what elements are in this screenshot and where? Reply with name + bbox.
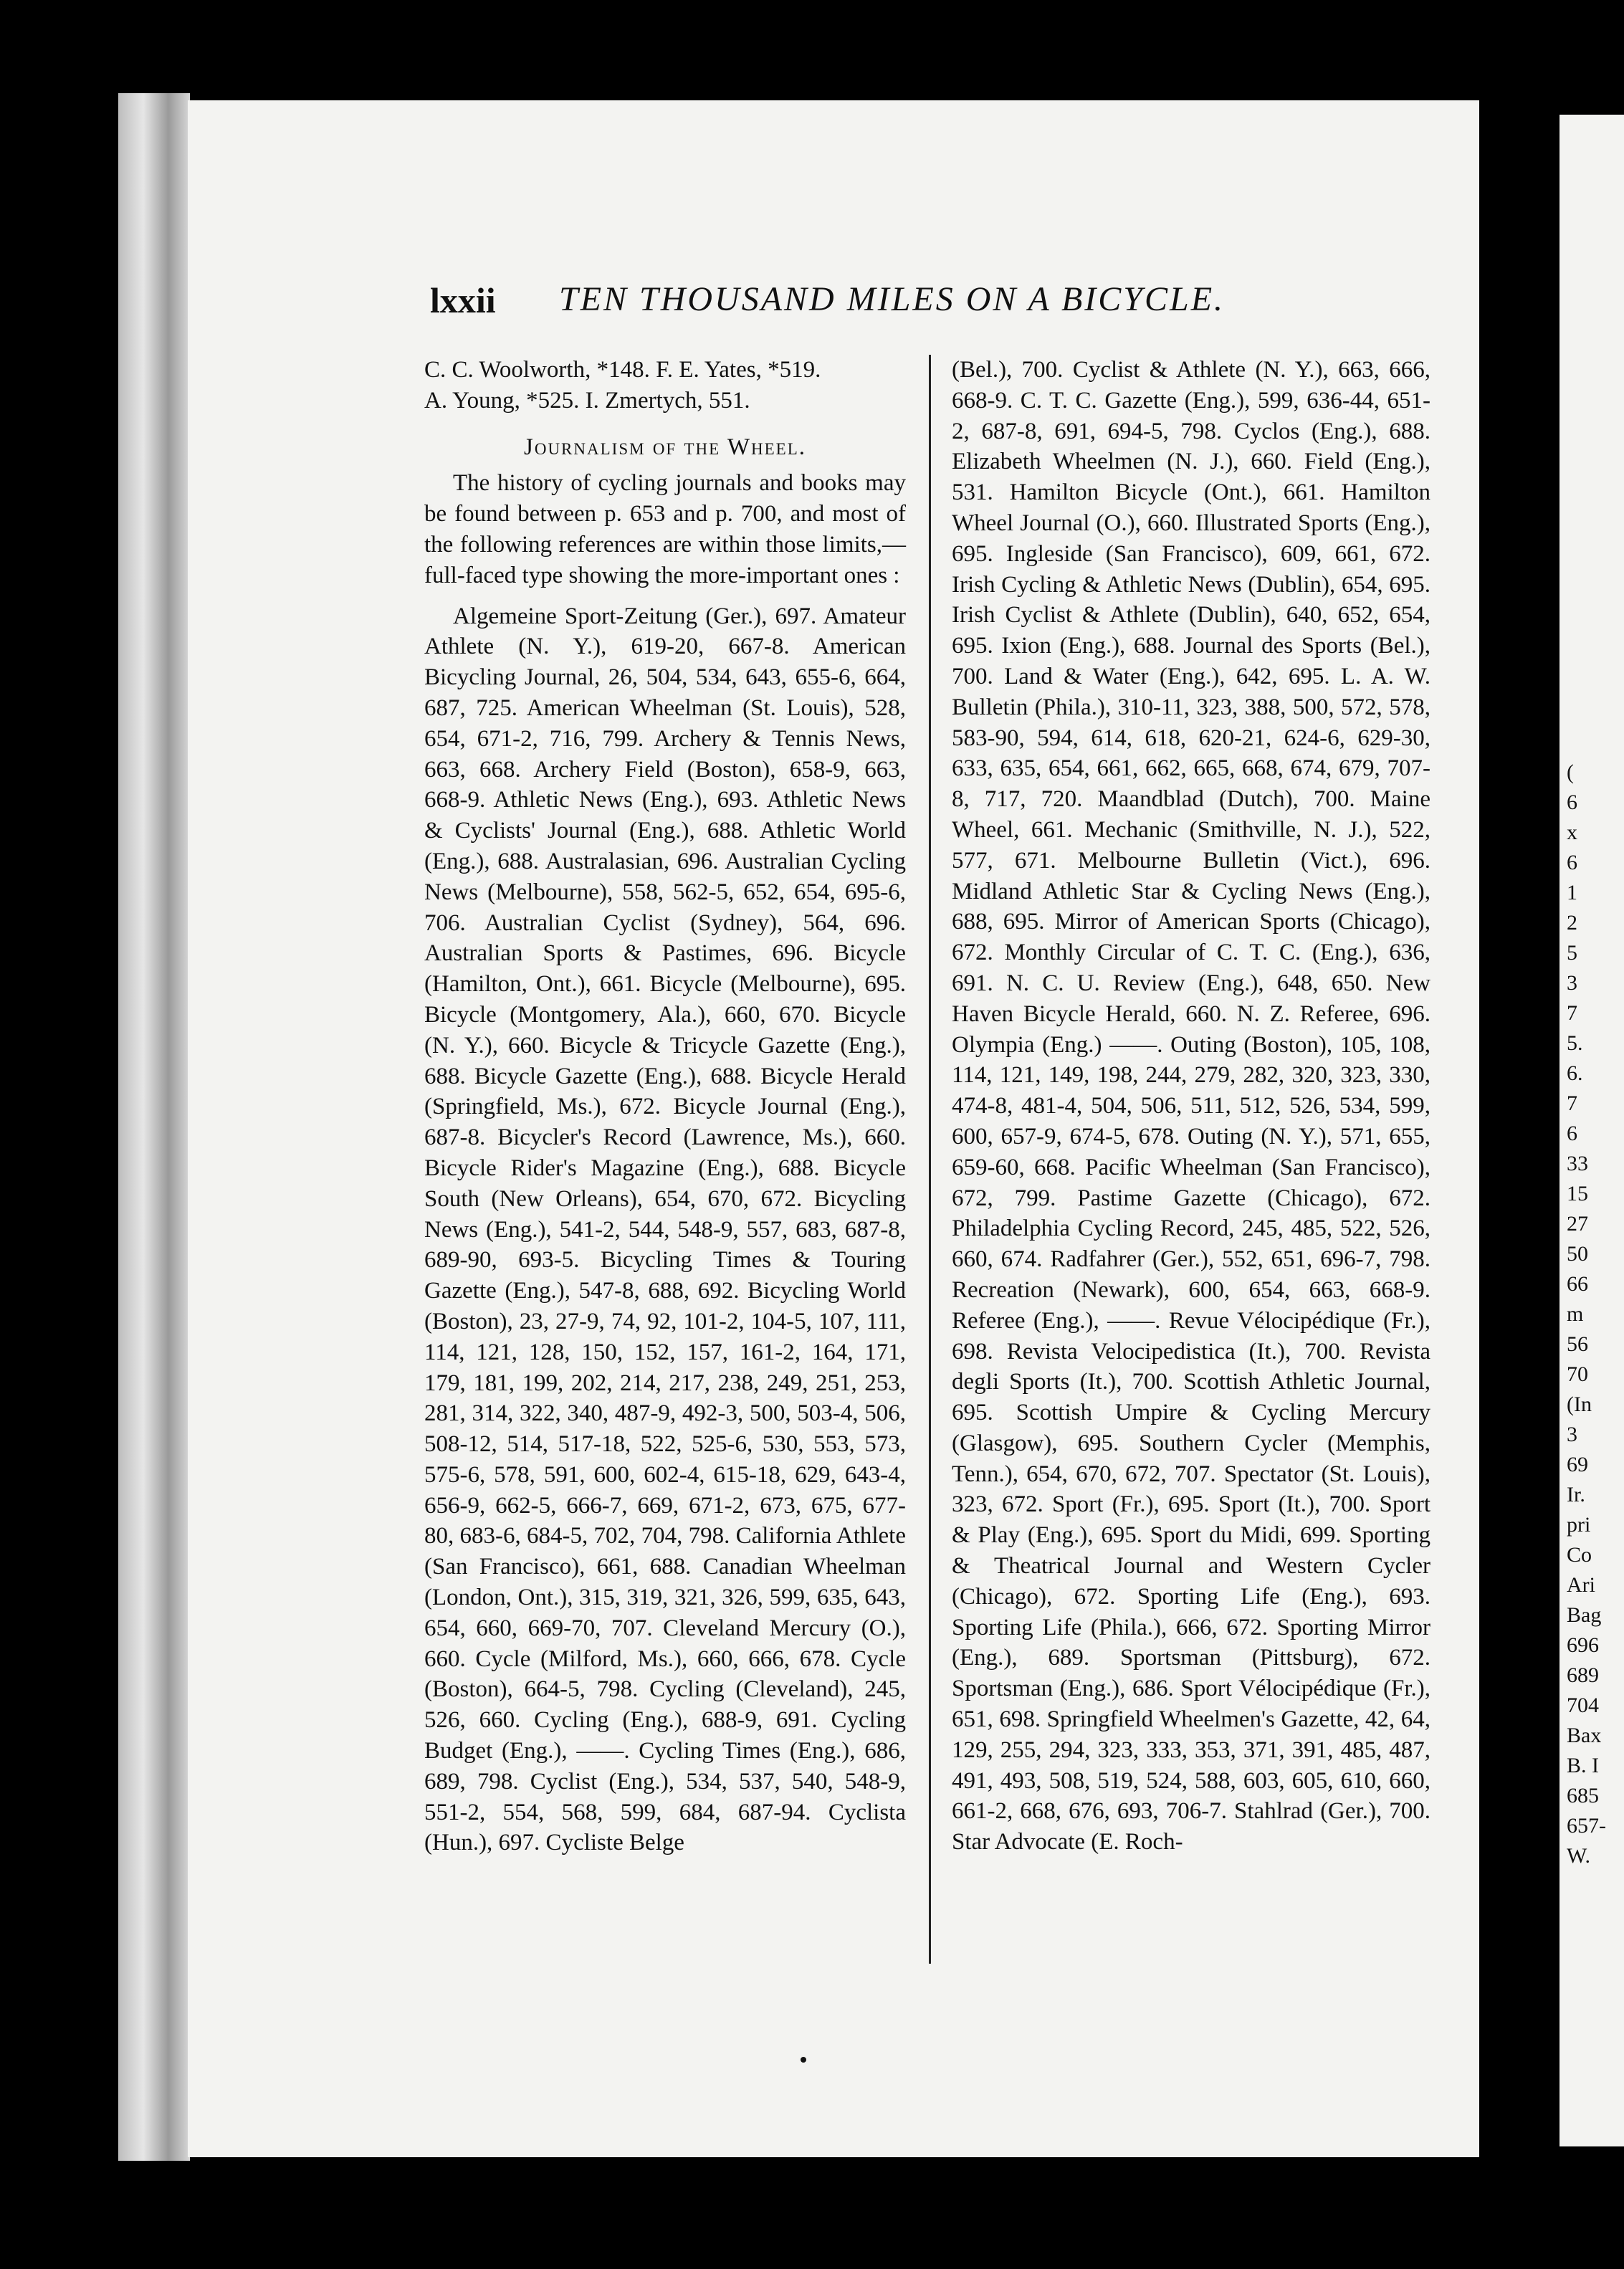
next-page-text: 27 (1567, 1212, 1588, 1236)
intro-paragraph: The history of cycling journals and books may be found between p. 653 and p. 700, and most of the following references are within those limits,—full-faced type showing the more-important ones : (424, 470, 906, 588)
next-page-text: Co (1567, 1543, 1592, 1567)
next-page-text: 50 (1567, 1242, 1588, 1266)
next-page-text: 696 (1567, 1633, 1599, 1657)
next-page-text: ( (1567, 760, 1574, 784)
running-title: TEN THOUSAND MILES ON A BICYCLE. (559, 280, 1226, 318)
next-page-text: 70 (1567, 1362, 1588, 1386)
next-page-text: B. I (1567, 1754, 1599, 1777)
next-page-text: 6 (1567, 851, 1577, 874)
next-page-text: 685 (1567, 1784, 1599, 1807)
next-page-fragment (1559, 115, 1624, 2146)
next-page-text: 15 (1567, 1182, 1588, 1205)
next-page-text: 69 (1567, 1453, 1588, 1476)
next-page-text: 66 (1567, 1272, 1588, 1296)
index-entries-left: Algemeine Sport-Zeitung (Ger.), 697. Amateur Athlete (N. Y.), 619-20, 667-8. American Bicycling Journal, 26, 504, 534, 643, 655-6, 664, 687, 725. American Wheelman (St. Louis), 528, 654, 671-2, 716, 799. Archery & Tennis News, 663, 668. Archery Field (Boston), 658-9, 663, 668-9. Athletic News (Eng.), 693. Athletic News & Cyclists' Journal (Eng.), 688. Athletic World (Eng.), 688. Australasian, 696. Australian Cycling News (Melbourne), 558, 562-5, 652, 654, 695-6, 706. Australian Cyclist (Sydney), 564, 696. Australian Sports & Pastimes, 696. Bicycle (Hamilton, Ont.), 661. Bicycle (Melbourne), 695. Bicycle (Montgomery, Ala.), 660, 670. Bicycle (N. Y.), 660. Bicycle & Tricycle Gazette (Eng.), 688. Bicycle Gazette (Eng.), 688. Bicycle Herald (Springfield, Ms.), 672. Bicycle Journal (Eng.), 687-8. Bicycler's Record (Lawrence, Ms.), 660. Bicycle Rider's Magazine (Eng.), 688. Bicycle South (New Orleans), 654, 670, 672. Bicycling News (Eng.), 541-2, 544, 548-9, 557, 683, 687-8, 689-90, 693-5. Bicycling Times & Touring Gazette (Eng.), 547-8, 688, 692. Bicycling World (Boston), 23, 27-9, 74, 92, 101-2, 104-5, 107, 111, 114, 121, 128, 150, 152, 157, 161-2, 164, 171, 179, 181, 199, 202, 214, 217, 238, 249, 251, 253, 281, 314, 322, 340, 487-9, 492-3, 500, 503-4, 506, 508-12, 514, 517-18, 522, 525-6, 530, 553, 573, 575-6, 578, 591, 600, 602-4, 615-18, 629, 643-4, 656-9, 662-5, 666-7, 669, 671-2, 673, 675, 677-80, 683-6, 684-5, 702, 704, 798. California Athlete (San Francisco), 661, 688. Canadian Wheelman (London, Ont.), 315, 319, 321, 326, 599, 635, 643, 654, 660, 669-70, 707. Cleveland Mercury (O.), 660. Cycle (Milford, Ms.), 660, 666, 678. Cycle (Boston), 664-5, 798. Cycling (Cleveland), 245, 526, 660. Cycling (Eng.), 688-9, 691. Cycling Budget (Eng.), ——. Cycling Times (Eng.), 686, 689, 798. Cyclist (Eng.), 534, 537, 540, 548-9, 551-2, 554, 568, 599, 684, 687-94. Cyclista (Hun.), 697. Cycliste Belge (424, 603, 906, 1856)
names-line-2: A. Young, *525. I. Zmertych, 551. (424, 387, 750, 414)
next-page-text: W. (1567, 1844, 1591, 1868)
next-page-text: Ir. (1567, 1483, 1585, 1506)
next-page-text: 3 (1567, 1423, 1577, 1446)
next-page-text: 689 (1567, 1663, 1599, 1687)
next-page-text: 5. (1567, 1031, 1583, 1055)
column-rule (929, 355, 931, 1964)
next-page-text: Bag (1567, 1603, 1602, 1627)
names-line-1: C. C. Woolworth, *148. F. E. Yates, *519. (424, 357, 821, 383)
next-page-text: 6. (1567, 1061, 1583, 1085)
index-entries-right: (Bel.), 700. Cyclist & Athlete (N. Y.), 663, 666, 668-9. C. T. C. Gazette (Eng.), 599, 636-44, 651-2, 687-8, 691, 694-5, 798. Cyclos (Eng.), 688. Elizabeth Wheelmen (N. J.), 660. Field (Eng.), 531. Hamilton Bicycle (Ont.), 661. Hamilton Wheel Journal (O.), 660. Illustrated Sports (Eng.), 695. Ingleside (San Francisco), 609, 661, 672. Irish Cycling & Athletic News (Dublin), 654, 695. Irish Cyclist & Athlete (Dublin), 640, 652, 654, 695. Ixion (Eng.), 688. Journal des Sports (Bel.), 700. Land & Water (Eng.), 642, 695. L. A. W. Bulletin (Phila.), 310-11, 323, 388, 500, 572, 578, 583-90, 594, 614, 618, 620-21, 624-6, 629-30, 633, 635, 654, 661, 662, 665, 668, 674, 679, 707-8, 717, 720. Maandblad (Dutch), 700. Maine Wheel, 661. Mechanic (Smithville, N. J.), 522, 577, 671. Melbourne Bulletin (Vict.), 696. Midland Athletic Star & Cycling News (Eng.), 688, 695. Mirror of American Sports (Chicago), 672. Monthly Circular of C. T. C. (Eng.), 636, 691. N. C. U. Review (Eng.), 648, 650. New Haven Bicycle Herald, 660. N. Z. Referee, 696. Olympia (Eng.) ——. Outing (Boston), 105, 108, 114, 121, 149, 198, 244, 279, 282, 320, 323, 330, 474-8, 481-4, 504, 506, 511, 512, 526, 534, 599, 600, 657-9, 674-5, 678. Outing (N. Y.), 571, 655, 659-60, 668. Pacific Wheelman (San Francisco), 672, 799. Pastime Gazette (Chicago), 672. Philadelphia Cycling Record, 245, 485, 522, 526, 660, 674. Radfahrer (Ger.), 552, 651, 696-7, 798. Recreation (Newark), 600, 654, 663, 668-9. Referee (Eng.), ——. Revue Vélocipédique (Fr.), 698. Revista Velocipedistica (It.), 700. Revista degli Sports (It.), 700. Scottish Athletic Journal, 695. Scottish Umpire & Cycling Mercury (Glasgow), 695. Southern Cycler (Memphis, Tenn.), 654, 670, 672, 707. Spectator (St. Louis), 323, 672. Sport (Fr.), 695. Sport (It.), 700. Sport & Play (Eng.), 695. Sport du Midi, 699. Sporting & Theatrical Journal and Western Cycler (Chicago), 672. Sporting Life (Eng.), 693. Sporting Life (Phila.), 666, 672. Sporting Mirror (Eng.), 689. Sportsman (Pittsburg), 672. Sportsman (Eng.), 686. Sport Vélocipédique (Fr.), 651, 698. Springfield Wheelmen's Gazette, 42, 64, 129, 255, 294, 323, 333, 353, 371, 391, 485, 487, 491, 493, 508, 519, 524, 588, 603, 605, 610, 660, 661-2, 668, 676, 693, 706-7. Stahlrad (Ger.), 700. Star Advocate (E. Roch- (952, 357, 1430, 1855)
page-dot (801, 2057, 806, 2063)
next-page-text: 7 (1567, 1091, 1577, 1115)
next-page-text: 33 (1567, 1152, 1588, 1175)
page-edge (118, 93, 190, 2161)
next-page-text: x (1567, 821, 1577, 844)
next-page-text: 6 (1567, 790, 1577, 814)
page-number: lxxii (430, 280, 496, 320)
next-page-text: pri (1567, 1513, 1591, 1537)
next-page-text: 3 (1567, 971, 1577, 995)
next-page-text: m (1567, 1302, 1584, 1326)
next-page-text: 5 (1567, 941, 1577, 965)
next-page-text: 657- (1567, 1814, 1606, 1838)
page-header (430, 280, 1455, 330)
left-column (424, 355, 906, 1858)
next-page-text: Ari (1567, 1573, 1595, 1597)
next-page-text: (In (1567, 1393, 1592, 1416)
right-column (952, 355, 1430, 1858)
next-page-text: 6 (1567, 1122, 1577, 1145)
next-page-text: 2 (1567, 911, 1577, 935)
section-heading: Journalism of the Wheel. (524, 434, 806, 460)
next-page-text: 1 (1567, 881, 1577, 904)
next-page-text: 704 (1567, 1694, 1599, 1717)
next-page-text: 56 (1567, 1332, 1588, 1356)
next-page-text: Bax (1567, 1724, 1602, 1747)
next-page-text: 7 (1567, 1001, 1577, 1025)
